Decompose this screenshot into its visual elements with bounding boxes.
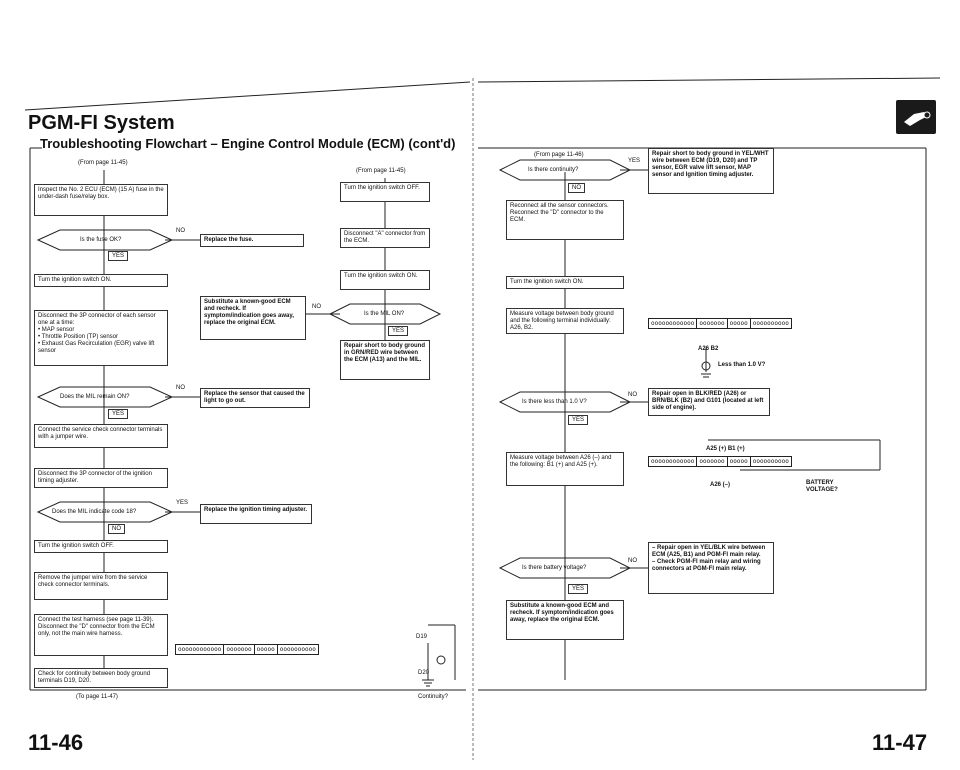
no-label: NO	[176, 228, 185, 234]
replace-sensor-step: Replace the sensor that caused the light to go out.	[200, 388, 310, 408]
ecm-connector-d	[175, 644, 319, 655]
yes-label: YES	[108, 409, 128, 419]
ignition-off-step: Turn the ignition switch OFF.	[34, 540, 168, 553]
battery-voltage-question: Is there battery voltage?	[522, 565, 587, 571]
no-label: NO	[628, 392, 637, 398]
yes-label: YES	[568, 584, 588, 594]
repair-short-grn-step: Repair short to body ground in GRN/RED wire between the ECM (A13) and the MIL.	[340, 340, 430, 380]
disconnect-3p-step: Disconnect the 3P connector of each sensor one at a time: • MAP sensor • Throttle Position (TP) sensor • Exhaust Gas Recirculation (EGR) valve lift sensor	[34, 310, 168, 366]
terminal-row: oooooooooo	[752, 458, 789, 465]
terminal-row: ooooo	[728, 319, 751, 328]
terminal-row: ooooooo	[697, 457, 727, 466]
terminal-row: ooooo	[728, 457, 751, 466]
check-continuity-step: Check for continuity between body ground terminals D19, D20.	[34, 668, 168, 688]
d19-label: D19	[416, 634, 428, 640]
from-page-label: (From page 11-45)	[78, 160, 128, 166]
ignition-on-step: Turn the ignition switch ON.	[34, 274, 168, 287]
no-label: NO	[312, 304, 321, 310]
ignition-on-step: Turn the ignition switch ON.	[340, 270, 430, 290]
page-number-left: 11-46	[28, 730, 84, 755]
yes-label: YES	[388, 326, 408, 336]
mil-code-question: Does the MIL indicate code 18?	[52, 509, 137, 515]
yes-label: YES	[108, 251, 128, 261]
to-page-label: (To page 11-47)	[76, 694, 118, 700]
no-label: NO	[568, 183, 585, 193]
terminal-row: ooooo	[255, 645, 278, 654]
terminal-row: ooooooo	[697, 319, 727, 328]
continuity-label: Continuity?	[418, 694, 449, 700]
d20-label: D20	[418, 670, 430, 676]
hand-wrench-icon	[896, 100, 936, 134]
connect-service-step: Connect the service check connector terminals with a jumper wire.	[34, 424, 168, 448]
terminal-row: oooooooooo	[279, 646, 316, 653]
a26-neg-label: A26 (–)	[710, 482, 731, 488]
system-title: PGM-FI System	[28, 112, 175, 134]
substitute-ecm-step: Substitute a known-good ECM and recheck. If symptom/indication goes away, replace the original ECM.	[200, 296, 306, 340]
yes-label: YES	[176, 500, 189, 506]
less-than-label: Less than 1.0 V?	[718, 362, 766, 368]
mil-on-question: Is the MIL ON?	[364, 311, 405, 317]
ecm-connector-b	[648, 456, 792, 467]
terminal-row: oooooooooooo	[649, 319, 697, 328]
from-page-label: (From page 11-46)	[534, 152, 584, 158]
measure-b1-step: Measure voltage between A26 (–) and the following: B1 (+) and A25 (+).	[506, 452, 624, 486]
disconnect-timing-step: Disconnect the 3P connector of the ignition timing adjuster.	[34, 468, 168, 488]
terminal-row: oooooooooooo	[649, 457, 697, 466]
ohmmeter-icon	[437, 656, 445, 664]
a26-b2-label: A26 B2	[698, 346, 719, 352]
repair-open-blk-step: Repair open in BLK/RED (A26) or BRN/BLK (B2) and G101 (located at left side of engine).	[648, 388, 770, 416]
yes-label: YES	[628, 158, 641, 164]
from-page-label: (From page 11-45)	[356, 168, 406, 174]
continuity-question: Is there continuity?	[528, 167, 579, 173]
ecm-connector-a	[648, 318, 792, 329]
connect-harness-step: Connect the test harness (see page 11-39). Disconnect the "D" connector from the ECM only, not the main wire harness.	[34, 614, 168, 656]
terminal-row: oooooooooo	[752, 320, 789, 327]
yes-label: YES	[568, 415, 588, 425]
disconnect-a-step: Disconnect "A" connector from the ECM.	[340, 228, 430, 248]
measure-a26-step: Measure voltage between body ground and the following terminal individually: A26, B2.	[506, 308, 624, 334]
replace-fuse-step: Replace the fuse.	[200, 234, 304, 247]
ignition-off-step: Turn the ignition switch OFF.	[340, 182, 430, 202]
terminal-row: ooooooo	[224, 645, 254, 654]
no-label: NO	[628, 558, 637, 564]
flowchart-subtitle: Troubleshooting Flowchart – Engine Control Module (ECM) (cont'd)	[40, 136, 456, 151]
battery-voltage-label: BATTERY VOLTAGE?	[806, 480, 838, 493]
terminal-row: oooooooooooo	[176, 645, 224, 654]
inspect-fuse-step: Inspect the No. 2 ECU (ECM) (15 A) fuse in the under-dash fuse/relay box.	[34, 184, 168, 216]
no-label: NO	[176, 385, 185, 391]
ignition-on-step: Turn the ignition switch ON.	[506, 276, 624, 289]
no-label: NO	[108, 524, 125, 534]
page-number-right: 11-47	[872, 730, 928, 755]
repair-short-yel-step: Repair short to body ground in YEL/WHT wire between ECM (D19, D20) and TP sensor, EGR valve lift sensor, MAP sensor and Ignition timing adjuster.	[648, 148, 774, 194]
fuse-ok-question: Is the fuse OK?	[80, 237, 122, 243]
repair-open-yel-step: – Repair open in YEL/BLK wire between ECM (A25, B1) and PGM-FI main relay. – Check PGM-FI main relay and wiring connectors at PGM-FI main relay.	[648, 542, 774, 594]
less-than-question: Is there less than 1.0 V?	[522, 399, 587, 405]
a25-b1-label: A25 (+) B1 (+)	[706, 446, 745, 452]
remove-jumper-step: Remove the jumper wire from the service check connector terminals.	[34, 572, 168, 600]
mil-remain-question: Does the MIL remain ON?	[60, 394, 130, 400]
reconnect-step: Reconnect all the sensor connectors. Reconnect the "D" connector to the ECM.	[506, 200, 624, 240]
substitute-ecm-step: Substitute a known-good ECM and recheck. If symptom/indication goes away, replace the original ECM.	[506, 600, 624, 640]
replace-timing-step: Replace the ignition timing adjuster.	[200, 504, 312, 524]
